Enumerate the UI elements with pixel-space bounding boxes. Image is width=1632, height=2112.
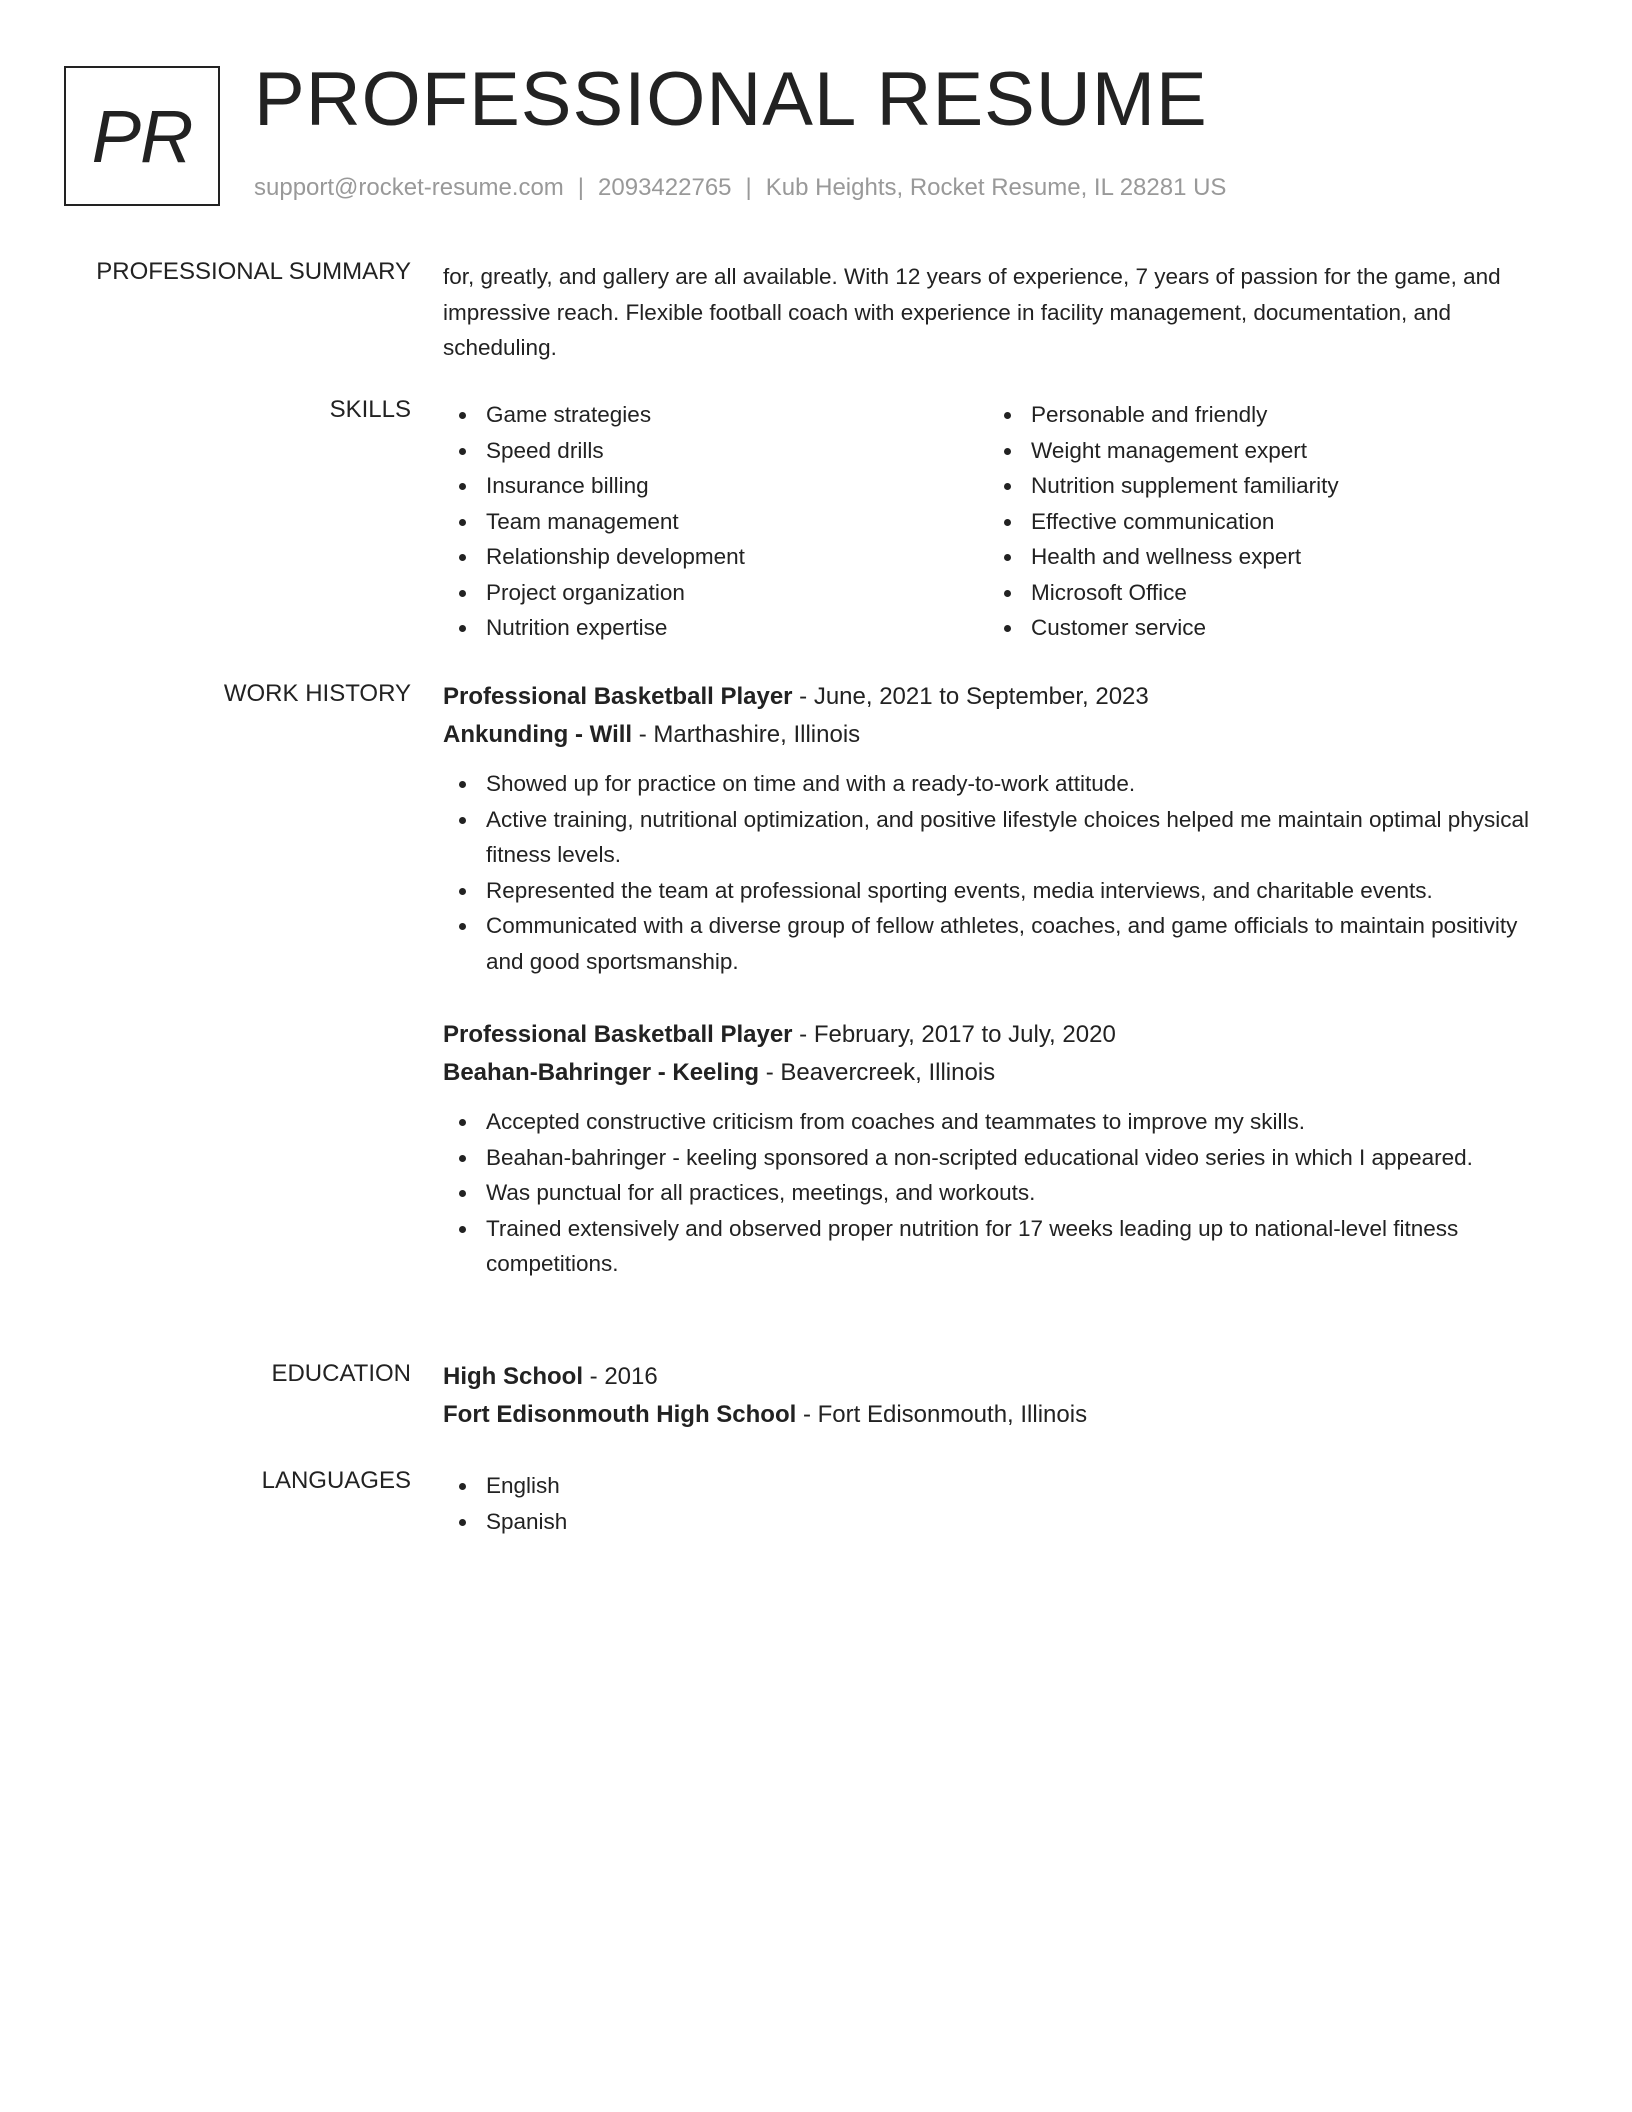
skills-list-left (443, 397, 983, 646)
skill-item: Personable and friendly (988, 397, 1528, 433)
language-item: English (443, 1468, 1553, 1504)
education-body (443, 1358, 1553, 1434)
education-school: Fort Edisonmouth High School (443, 1401, 797, 1428)
skill-item: Nutrition expertise (443, 610, 983, 646)
job-title-line (443, 678, 1553, 716)
summary-body (443, 259, 1553, 366)
job-location: - Marthashire, Illinois (632, 721, 861, 748)
languages-heading: LANGUAGES (261, 1467, 411, 1494)
skills-body (443, 397, 1553, 647)
initials-monogram (64, 66, 220, 206)
skill-item: Microsoft Office (988, 575, 1528, 611)
job-bullet: Active training, nutritional optimization, and positive lifestyle choices helped me maintain optimal physical fitness levels. (443, 802, 1553, 873)
work-history-heading: WORK HISTORY (223, 680, 411, 707)
initials-text: PR (91, 94, 193, 178)
skill-item: Effective communication (988, 504, 1528, 540)
skill-item: Nutrition supplement familiarity (988, 468, 1528, 504)
skill-item: Team management (443, 504, 983, 540)
job-role: Professional Basketball Player (443, 683, 793, 710)
education-school-line (443, 1396, 1553, 1434)
job-dates: - February, 2017 to July, 2020 (792, 1021, 1116, 1048)
contact-address: Kub Heights, Rocket Resume, IL 28281 US (765, 174, 1227, 201)
skill-item: Health and wellness expert (988, 539, 1528, 575)
education-degree: High School (443, 1363, 583, 1390)
skill-item: Weight management expert (988, 433, 1528, 469)
skills-list-right (988, 397, 1528, 646)
language-item: Spanish (443, 1504, 1553, 1540)
job-company-line (443, 1054, 1553, 1092)
skill-item: Project organization (443, 575, 983, 611)
job-company: Ankunding - Will (443, 721, 633, 748)
job-entry (443, 1016, 1553, 1282)
job-bullet: Beahan-bahringer - keeling sponsored a non-scripted educational video series in which I appeared. (443, 1140, 1553, 1176)
languages-body (443, 1468, 1553, 1539)
skill-item: Insurance billing (443, 468, 983, 504)
skill-item: Speed drills (443, 433, 983, 469)
summary-heading: PROFESSIONAL SUMMARY (96, 258, 411, 285)
contact-separator: | (577, 174, 585, 201)
languages-list (443, 1468, 1553, 1539)
skills-heading: SKILLS (329, 396, 411, 423)
job-company-line (443, 716, 1553, 754)
education-heading: EDUCATION (271, 1360, 411, 1387)
job-dates: - June, 2021 to September, 2023 (792, 683, 1149, 710)
job-bullet: Showed up for practice on time and with a ready-to-work attitude. (443, 766, 1553, 802)
job-bullets (443, 766, 1553, 979)
job-entry (443, 678, 1553, 979)
job-bullet: Accepted constructive criticism from coaches and teammates to improve my skills. (443, 1104, 1553, 1140)
skill-item: Customer service (988, 610, 1528, 646)
summary-text: for, greatly, and gallery are all available. With 12 years of experience, 7 years of passion for the game, and impressive reach. Flexible football coach with experience in facility management, documentation, and scheduling. (443, 264, 1501, 360)
job-role: Professional Basketball Player (443, 1021, 793, 1048)
skill-item: Relationship development (443, 539, 983, 575)
contact-email[interactable]: support@rocket-resume.com (254, 174, 564, 201)
job-bullet: Was punctual for all practices, meetings, and workouts. (443, 1175, 1553, 1211)
job-bullets (443, 1104, 1553, 1282)
job-title-line (443, 1016, 1553, 1054)
education-location: - Fort Edisonmouth, Illinois (796, 1401, 1088, 1428)
job-company: Beahan-Bahringer - Keeling (443, 1059, 760, 1086)
skill-item: Game strategies (443, 397, 983, 433)
job-bullet: Represented the team at professional sporting events, media interviews, and charitable events. (443, 873, 1553, 909)
education-year: - 2016 (583, 1363, 658, 1390)
contact-separator: | (745, 174, 752, 201)
contact-line (254, 174, 1226, 202)
job-bullet: Communicated with a diverse group of fellow athletes, coaches, and game officials to maintain positivity and good sportsmanship. (443, 908, 1553, 979)
resume-name: PROFESSIONAL RESUME (254, 57, 1208, 142)
job-bullet: Trained extensively and observed proper nutrition for 17 weeks leading up to national-level fitness competitions. (443, 1211, 1553, 1282)
education-degree-line (443, 1358, 1553, 1396)
job-location: - Beavercreek, Illinois (759, 1059, 996, 1086)
contact-phone[interactable]: 2093422765 (598, 174, 732, 201)
